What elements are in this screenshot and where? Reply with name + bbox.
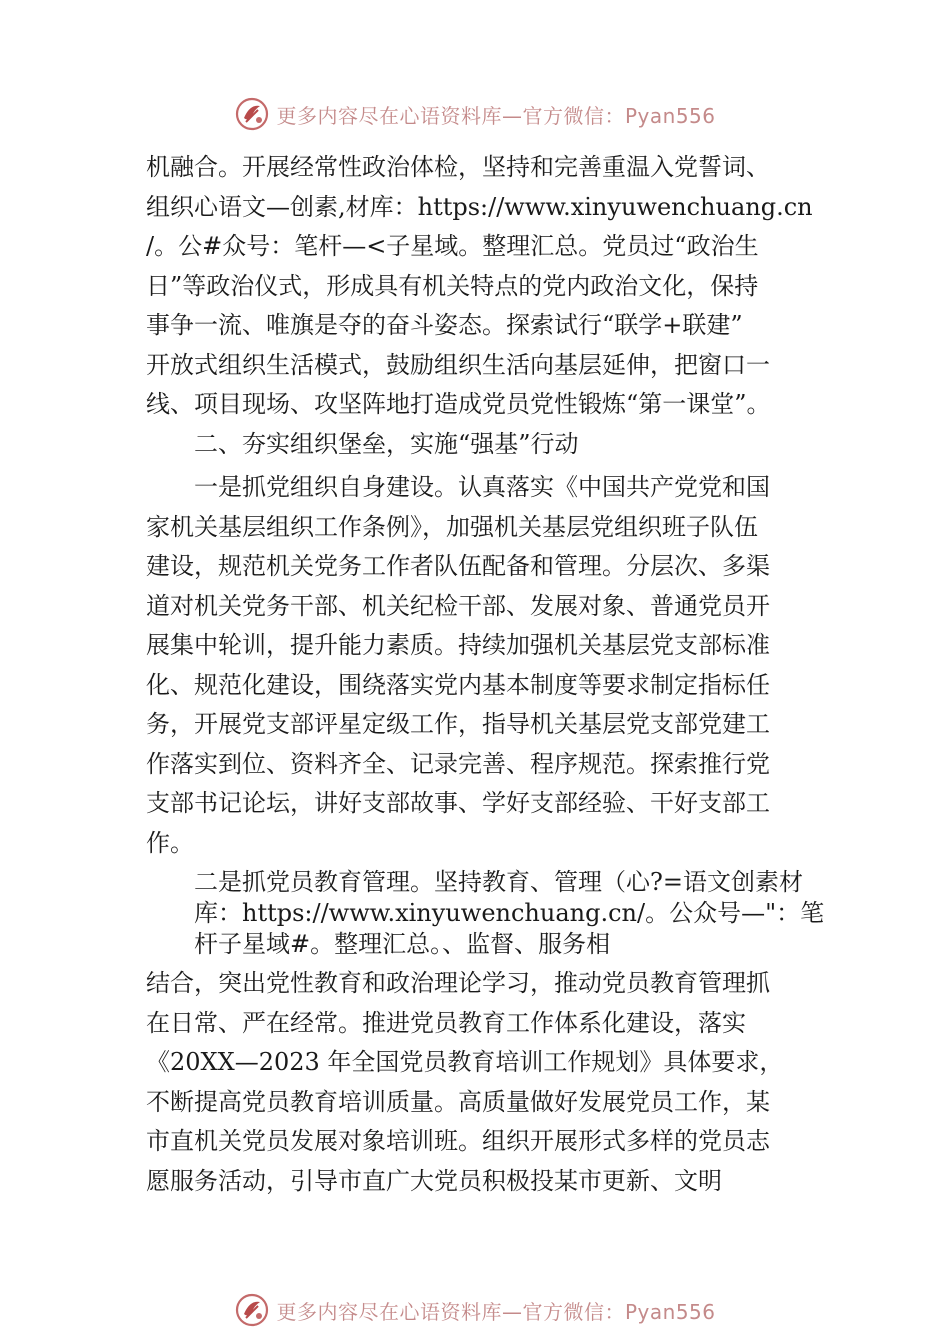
text-line: 线、项目现场、攻坚阵地打造成党员党性锻炼“第一课堂”。 <box>146 390 771 418</box>
text-line: 《20XX—2023 年全国党员教育培训工作规划》具体要求， <box>146 1048 784 1076</box>
wechat-id: Pyan556 <box>624 1299 716 1324</box>
text-line: 二是抓党员教育管理。坚持教育、管理（心?=语文创素材 <box>194 868 803 896</box>
seal-logo-icon <box>234 1292 270 1328</box>
watermark-text: 更多内容尽在心语资料库—官方微信：Pyan556 <box>276 103 716 128</box>
text-line: 作落实到位、资料齐全、记录完善、程序规范。探索推行党 <box>146 749 770 778</box>
text-line: 家机关基层组织工作条例》，加强机关基层党组织班子队伍 <box>146 512 758 541</box>
text-line: 日”等政治仪式，形成具有机关特点的党内政治文化，保持 <box>146 271 759 300</box>
text-line: 在日常、严在经常。推进党员教育工作体系化建设，落实 <box>146 1008 746 1037</box>
text-line: 杆子星域#。整理汇总。、监督、服务相 <box>194 930 611 958</box>
text-line: 建设，规范机关党务工作者队伍配备和管理。分层次、多渠 <box>146 552 770 580</box>
text-line: 道对机关党务干部、机关纪检干部、发展对象、普通党员开 <box>146 591 770 620</box>
section-heading: 二、夯实组织堡垒，实施“强基”行动 <box>194 429 579 458</box>
text-line: 库：https://www.xinyuwenchuang.cn/。公众号—"：笔 <box>194 899 825 927</box>
text-line: 事争一流、唯旗是夺的奋斗姿态。探索试行“联学+联建” <box>146 311 743 339</box>
text-line: 市直机关党员发展对象培训班。组织开展形式多样的党员志 <box>146 1127 770 1155</box>
text-line: 一是抓党组织自身建设。认真落实《中国共产党党和国 <box>194 473 770 501</box>
document-body <box>146 148 836 1201</box>
seal-logo-icon <box>234 96 270 132</box>
text-line: 愿服务活动，引导市直广大党员积极投某市更新、文明 <box>146 1166 722 1195</box>
text-line: 展集中轮训，提升能力素质。持续加强机关基层党支部标准 <box>146 631 770 659</box>
text-line: 支部书记论坛，讲好支部故事、学好支部经验、干好支部工 <box>146 789 770 817</box>
text-line: 化、规范化建设，围绕落实党内基本制度等要求制定指标任 <box>146 670 770 699</box>
watermark-text: 更多内容尽在心语资料库—官方微信：Pyan556 <box>276 1299 716 1324</box>
wechat-id: Pyan556 <box>624 103 716 128</box>
text-line: 组织心语文—创素,材库：https://www.xinyuwenchuang.cn <box>146 192 813 221</box>
footer-watermark <box>0 1290 950 1330</box>
text-line: 结合，突出党性教育和政治理论学习，推动党员教育管理抓 <box>146 969 770 997</box>
text-line: 机融合。开展经常性政治体检，坚持和完善重温入党誓词、 <box>146 153 770 181</box>
text-line: 开放式组织生活模式，鼓励组织生活向基层延伸，把窗口一 <box>146 350 770 379</box>
text-line: /。公#众号：笔杆—<子星域。整理汇总。党员过“政治生 <box>146 232 759 260</box>
text-line: 务，开展党支部评星定级工作，指导机关基层党支部党建工 <box>146 710 770 738</box>
text-line: 作。 <box>146 828 194 857</box>
header-watermark <box>0 94 950 134</box>
text-line: 不断提高党员教育培训质量。高质量做好发展党员工作，某 <box>146 1087 770 1116</box>
